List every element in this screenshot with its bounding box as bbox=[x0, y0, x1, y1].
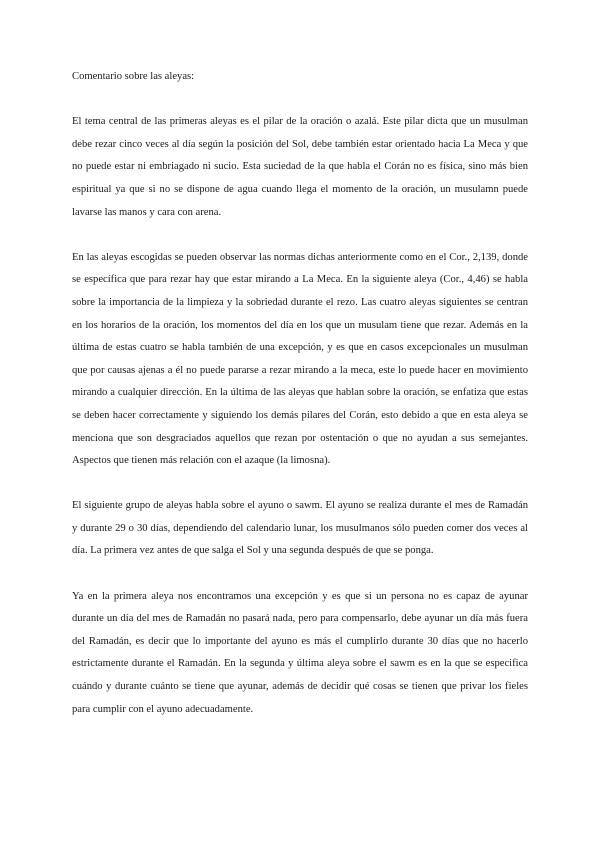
paragraph-oracion: El tema central de las primeras aleyas es el pilar de la oración o azalá. Este pilar dicta que un musulman debe rezar cinco veces al día según la posición del Sol, debe también estar orientado hacia La Meca y que no puede estar ni embriagado ni sucio. Esta suciedad de la que habla el Corán no es física, sino más bien espiritual ya que si no se dispone de agua cuando llega el momento de la oración, un musulamn puede lavarse las manos y cara con arena. bbox=[72, 116, 528, 218]
paragraph-ayuno: El siguiente grupo de aleyas habla sobre el ayuno o sawm. El ayuno se realiza durante el mes de Ramadán y durante 29 o 30 días, dependiendo del calendario lunar, los musulmanos sólo pueden comer dos veces al día. La primera vez antes de que salga el Sol y una segunda después de que se ponga. bbox=[72, 500, 528, 557]
paragraph-excepcion-ayuno: Ya en la primera aleya nos encontramos una excepción y es que si un persona no es capaz de ayunar durante un día del mes de Ramadán no pasará nada, pero para compensarlo, debe ayunar un día más fuera del Ramadán, es decir que lo importante del ayuno es más el cumplirlo durante 30 días que no hacerlo estrictamente durante el Ramadán. En la segunda y última aleya sobre el sawm es en la que se especifica cuándo y durante cuánto se tiene que ayunar, además de decidir qué cosas se tienen que privar los fieles para cumplir con el ayuno adecuadamente. bbox=[72, 590, 528, 715]
paragraph-aleyas-escogidas: En las aleyas escogidas se pueden observar las normas dichas anteriormente como en el Cor., 2,139, donde se específica que para rezar hay que estar mirando a La Meca. En la siguiente aleya (Cor., 4,46) se habla sobre la importancia de la limpieza y la sobriedad durante el rezo. Las cuatro aleyas siguientes se centran en los horarios de la oración, los momentos del día en los que un musulam tiene que rezar. Además en la última de estas cuatro se habla también de una excepción, y es que en casos excepcionales un musulman que por causas ajenas a él no puede pararse a rezar mirando a la meca, este lo puede hacer en movimiento mirando a cualquier dirección. En la última de las aleyas que hablan sobre la oración, se enfatiza que estas se deben hacer correctamente y siguiendo los demás pilares del Corán, esto debido a que en esta aleya se menciona que son desgraciados aquellos que rezan por ostentación o que no ayudan a sus semejantes. Aspectos que tienen más relación con el azaque (la limosna). bbox=[72, 251, 528, 467]
document-heading: Comentario sobre las aleyas: bbox=[72, 71, 195, 82]
document-body bbox=[72, 66, 528, 744]
